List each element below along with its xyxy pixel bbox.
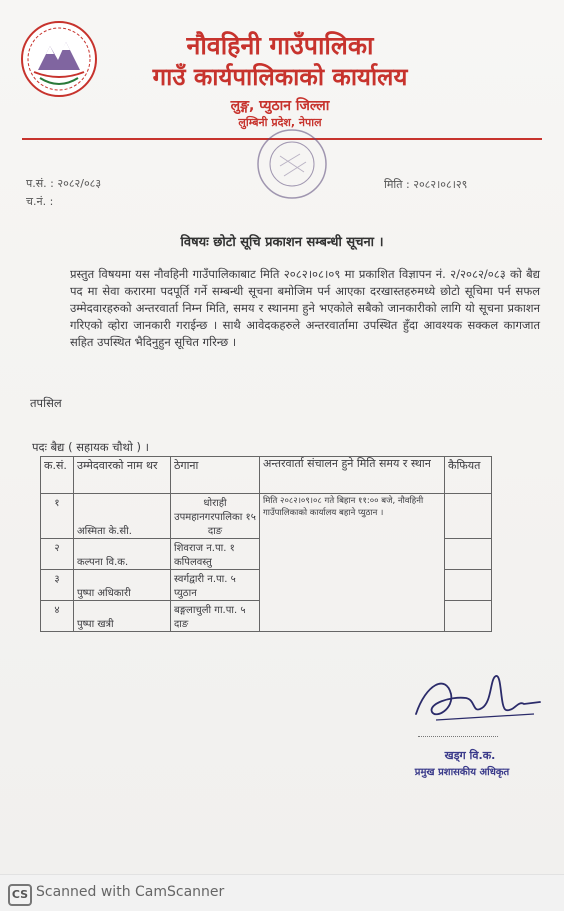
scanner-footer <box>0 874 564 911</box>
signature-line <box>418 736 498 737</box>
handwritten-signature <box>406 664 546 734</box>
col-name: उम्मेदवारको नाम थर <box>74 457 171 494</box>
row-address: शिवराज न.पा. १ कपिलवस्तु <box>171 539 260 570</box>
post-label: पदः बैद्य ( सहायक चौथो ) । <box>32 440 150 454</box>
row-name: पुष्पा खत्री <box>74 601 171 632</box>
office-title: नौवहिनी गाउँपालिका <box>186 31 374 60</box>
office-subtitle: गाउँ कार्यपालिकाको कार्यालय <box>152 63 408 91</box>
office-stamp-seal <box>250 126 334 202</box>
notice-subject: विषयः छोटो सूचि प्रकाशन सम्बन्धी सूचना । <box>180 235 384 250</box>
table-header-row <box>41 457 492 494</box>
reference-number: प.सं. : २०८२/०८३ <box>26 177 102 190</box>
candidate-table <box>40 456 492 632</box>
signatory-title: प्रमुख प्रशासकीय अधिकृत <box>414 767 510 778</box>
row-name: पुष्पा अधिकारी <box>74 570 171 601</box>
col-interview: अन्तरवार्ता संचालन हुने मिति समय र स्थान <box>260 457 445 494</box>
row-serial: १ <box>41 494 74 539</box>
row-name: अस्मिता के.सी. <box>74 494 171 539</box>
table-row <box>41 494 492 539</box>
row-remarks <box>445 570 492 601</box>
details-label: तपसिल <box>30 396 62 410</box>
row-address: स्वर्गद्वारी न.पा. ५ प्युठान <box>171 570 260 601</box>
row-serial: ३ <box>41 570 74 601</box>
notice-body <box>30 266 540 351</box>
document-date: मिति : २०८२।०८।२९ <box>384 178 468 191</box>
row-remarks <box>445 494 492 539</box>
dispatch-number: च.नं. : <box>26 195 54 208</box>
scanner-watermark-text: Scanned with CamScanner <box>36 884 225 900</box>
row-serial: ४ <box>41 601 74 632</box>
col-serial: क.सं. <box>41 457 74 494</box>
row-address: धोराही उपमहानगरपालिका १५ दाङ <box>171 494 260 539</box>
col-address: ठेगाना <box>171 457 260 494</box>
row-remarks <box>445 539 492 570</box>
row-remarks <box>445 601 492 632</box>
camscanner-logo-icon: CS <box>8 884 32 906</box>
signatory-name: खड्ग वि.क. <box>444 749 496 762</box>
interview-details: मिति २०८२।०९।०८ गते बिहान ११:०० बजे, नौवहिनी गाउँपालिकाको कार्यालय बहाने प्युठान । <box>260 494 445 632</box>
row-serial: २ <box>41 539 74 570</box>
notice-paragraph: प्रस्तुत विषयमा यस नौवहिनी गाउँपालिकाबाट मिति २०८२।०८।०९ मा प्रकाशित विज्ञापन नं. २/२०८२/०८३ को बैद्य पद मा सेवा करारमा पदपूर्ति गर्ने सम्बन्धी सूचना बमोजिम पर्न आएका दरखास्तहरुमध्ये छोटो सूचिमा पर्न सफल उम्मेदवारहरुको अन्तरवार्ता निम्न मिति, समय र स्थानमा हुने भएकोले सबैको जानकारीको लागि यो सूचना प्रकाशन गरिएको व्होरा जानकारी गराईन्छ । साथै आवेदकहरुले अन्तरवार्तामा उपस्थित हुँदा आवश्यक सक्कल कागजात सहित उपस्थित भैदिनुहुन सूचित गरिन्छ । <box>70 267 540 349</box>
row-address: बङ्गलाचुली गा.पा. ५ दाङ <box>171 601 260 632</box>
office-location: लुङ्ग, प्युठान जिल्ला <box>230 98 330 114</box>
office-province: लुम्बिनी प्रदेश, नेपाल <box>238 116 322 129</box>
row-name: कल्पना वि.क. <box>74 539 171 570</box>
col-remarks: कैफियत <box>445 457 492 494</box>
nepal-emblem-logo <box>20 20 98 98</box>
